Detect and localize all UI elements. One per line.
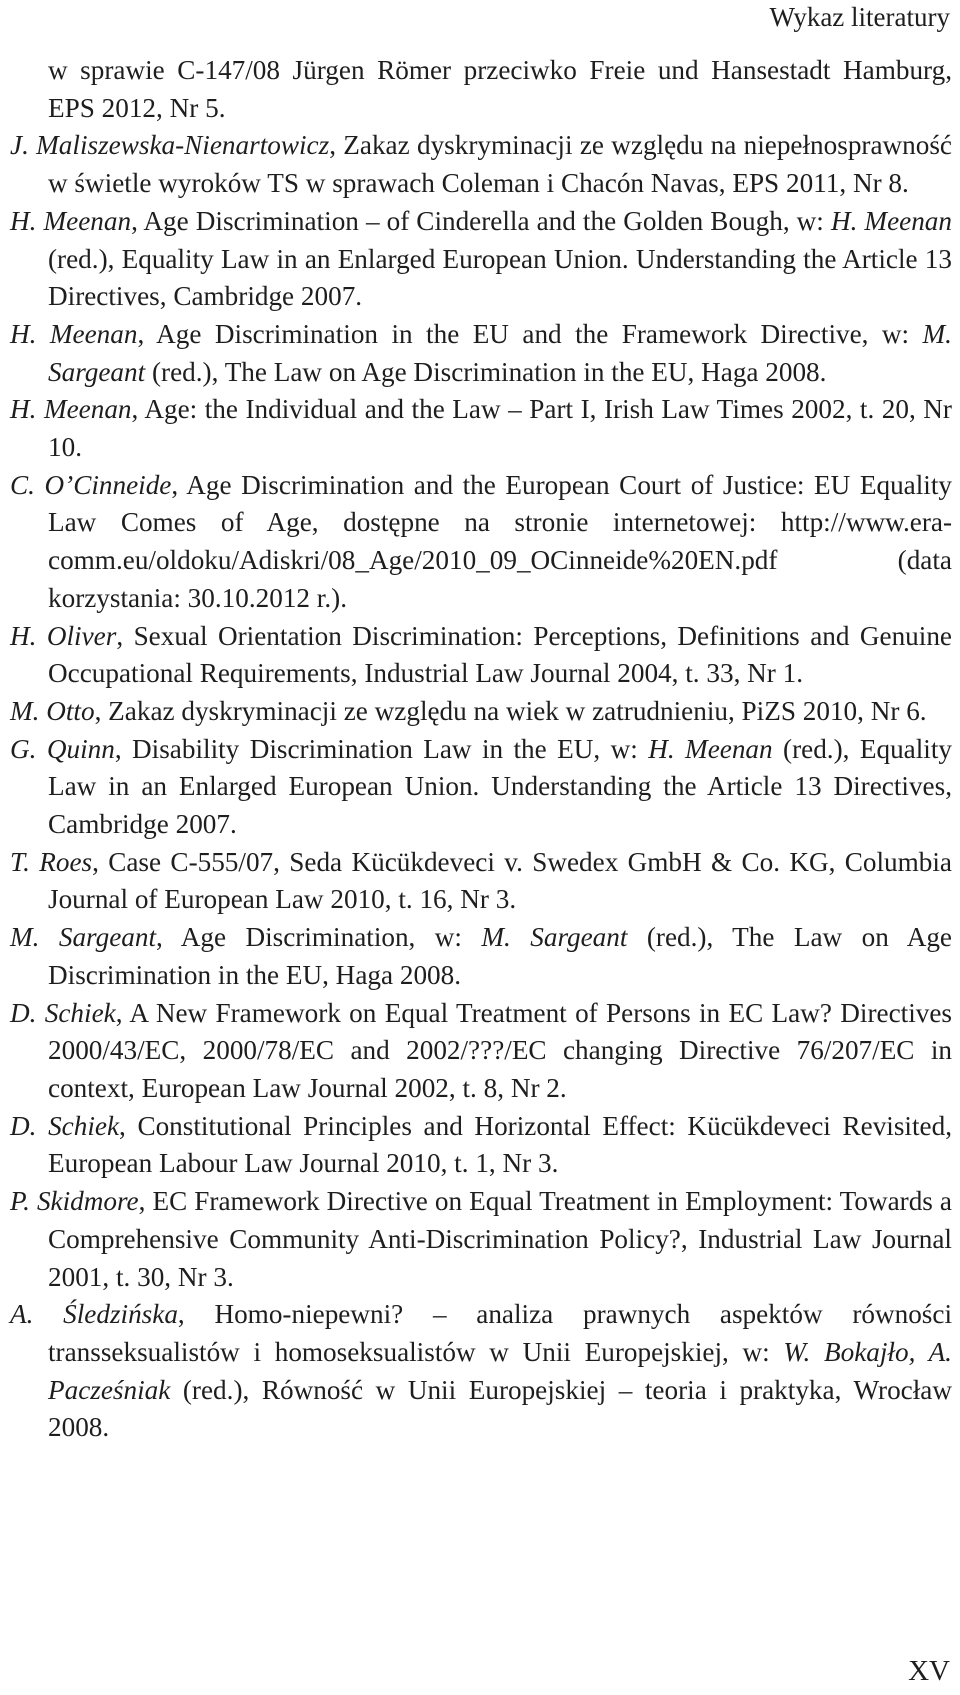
entry-author: G. Quinn bbox=[10, 733, 115, 764]
entry-editor: M. Sargeant bbox=[48, 318, 952, 387]
entry-text: , A New Framework on Equal Treatment of Persons in EC Law? Directives 2000/43/EC, 2000/78/EC and 2002/???/EC changing Directive 76/207/EC in context, European Law Journal 2002, t. 8, Nr 2. bbox=[48, 997, 952, 1103]
bibliography-entry bbox=[10, 127, 952, 202]
entry-author: T. Roes bbox=[10, 846, 93, 877]
entry-text: , Age Discrimination – of Cinderella and the Golden Bough, w: bbox=[131, 205, 831, 236]
entry-author: D. Schiek bbox=[10, 1110, 120, 1141]
entry-author: H. Meenan bbox=[10, 205, 132, 236]
bibliography-entry bbox=[10, 316, 952, 391]
entry-author: D. Schiek bbox=[10, 997, 116, 1028]
bibliography-entry bbox=[10, 1183, 952, 1296]
entry-text: , Case C-555/07, Seda Kücükdeveci v. Swedex GmbH & Co. KG, Columbia Journal of European Law 2010, t. 16, Nr 3. bbox=[48, 846, 952, 915]
entry-text: , Zakaz dyskryminacji ze względu na niepełnosprawność w świetle wyroków TS w sprawach Coleman i Chacón Navas, EPS 2011, Nr 8. bbox=[48, 130, 953, 199]
bibliography-entry bbox=[10, 693, 952, 731]
entry-text: , Age: the Individual and the Law – Part I, Irish Law Times 2002, t. 20, Nr 10. bbox=[48, 394, 952, 463]
entry-text: , Disability Discrimination Law in the EU, w: bbox=[114, 733, 649, 764]
entry-text: (red.), Equality Law in an Enlarged European Union. Understanding the Article 13 Directives, Cambridge 2007. bbox=[48, 733, 952, 840]
page-number: XV bbox=[908, 1655, 950, 1687]
entry-text: , Age Discrimination, w: bbox=[156, 922, 482, 953]
bibliography-entry bbox=[10, 391, 952, 466]
entry-editor: M. Sargeant bbox=[481, 922, 628, 953]
entry-text: (red.), Równość w Unii Europejskiej – teoria i praktyka, Wrocław 2008. bbox=[48, 1374, 952, 1443]
bibliography-entry bbox=[10, 203, 952, 316]
entry-text: , Sexual Orientation Discrimination: Perceptions, Definitions and Genuine Occupational Requirements, Industrial Law Journal 2004, t. 33, Nr 1. bbox=[48, 620, 952, 689]
entry-text: (red.), The Law on Age Discrimination in the EU, Haga 2008. bbox=[48, 922, 952, 990]
entry-editor: W. Bokajło, A. Pacześniak bbox=[48, 1336, 952, 1405]
bibliography-entry bbox=[10, 731, 952, 844]
bibliography-entry bbox=[10, 844, 952, 919]
entry-author: A. Śledzińska bbox=[10, 1299, 178, 1330]
bibliography-entry bbox=[10, 618, 952, 693]
bibliography-entry bbox=[10, 467, 952, 618]
entry-author: M. Sargeant bbox=[10, 922, 157, 953]
entry-author: H. Meenan bbox=[10, 394, 132, 425]
entry-author: H. Meenan bbox=[10, 318, 138, 349]
entry-author: J. Maliszewska-Nienartowicz bbox=[10, 130, 330, 161]
bibliography-entry-continuation: w sprawie C-147/08 Jürgen Römer przeciwko Freie und Hansestadt Hamburg, EPS 2012, Nr 5. bbox=[48, 55, 952, 123]
entry-text: , EC Framework Directive on Equal Treatment in Employment: Towards a Comprehensive Community Anti-Discrimination Policy?, Industrial Law Journal 2001, t. 30, Nr 3. bbox=[48, 1186, 952, 1292]
entry-text: , Zakaz dyskryminacji ze względu na wiek w zatrudnieniu, PiZS 2010, Nr 6. bbox=[94, 695, 927, 726]
entry-text: (red.), The Law on Age Discrimination in the EU, Haga 2008. bbox=[145, 356, 827, 387]
entry-author: M. Otto bbox=[10, 695, 95, 726]
entry-author: H. Oliver bbox=[10, 620, 117, 651]
entry-text: , Homo-niepewni? – analiza prawnych aspektów równości transseksualistów i homoseksualistów w Unii Europejskiej, w: bbox=[48, 1299, 952, 1367]
entry-author: P. Skidmore bbox=[10, 1186, 139, 1217]
bibliography-entry bbox=[10, 995, 952, 1108]
bibliography-entry bbox=[10, 1296, 952, 1447]
bibliography-list bbox=[10, 52, 952, 1447]
entry-text: , Age Discrimination in the EU and the Framework Directive, w: bbox=[137, 318, 923, 349]
entry-text: (red.), Equality Law in an Enlarged European Union. Understanding the Article 13 Directives, Cambridge 2007. bbox=[48, 243, 952, 312]
running-header: Wykaz literatury bbox=[769, 2, 950, 32]
bibliography-entry bbox=[10, 1108, 952, 1183]
entry-author: C. O’Cinneide bbox=[10, 469, 172, 500]
entry-text: , Constitutional Principles and Horizontal Effect: Kücükdeveci Revisited, European Labour Law Journal 2010, t. 1, Nr 3. bbox=[48, 1110, 952, 1179]
entry-editor: H. Meenan bbox=[648, 733, 773, 764]
entry-editor: H. Meenan bbox=[830, 205, 952, 236]
bibliography-entry bbox=[10, 919, 952, 994]
entry-text: , Age Discrimination and the European Court of Justice: EU Equality Law Comes of Age, dostępne na stronie internetowej: http://www.era-comm.eu/oldoku/Adiskri/08_Age/2010_09_OCinneide%20EN.pdf (data korzystania: 30.10.2012 r.). bbox=[48, 469, 952, 613]
